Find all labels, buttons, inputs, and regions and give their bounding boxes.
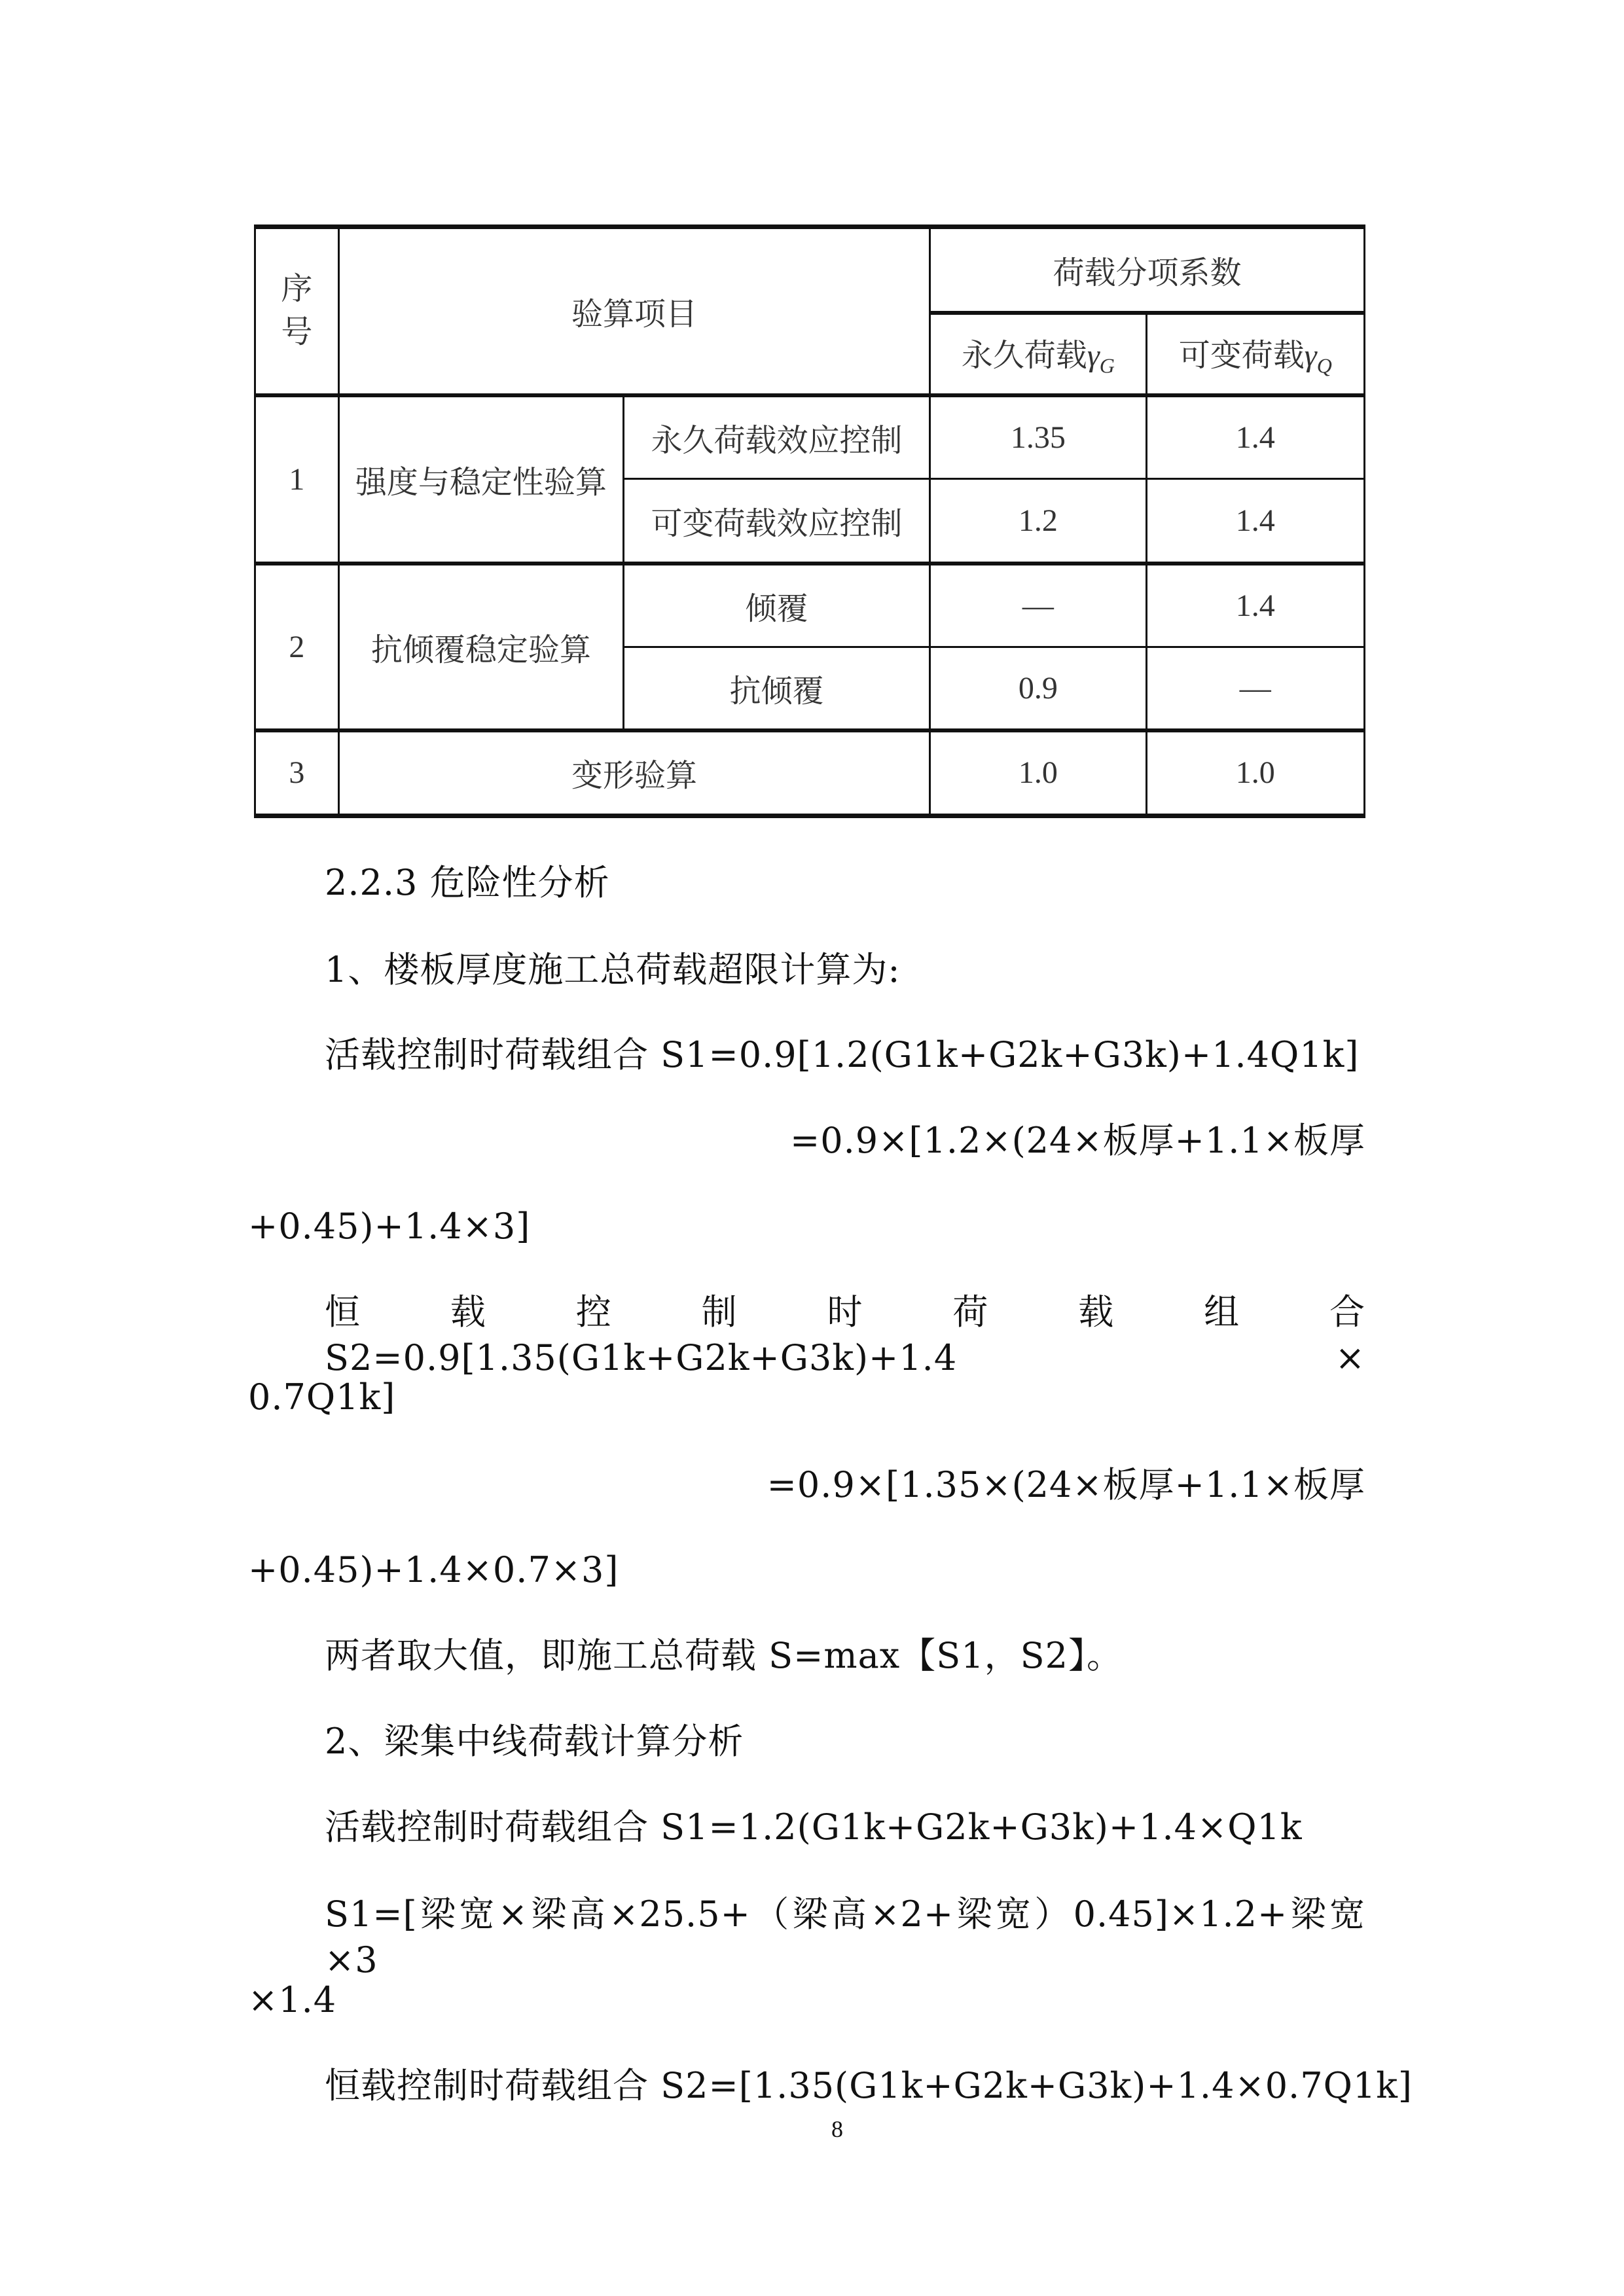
- table-row: [255, 395, 1365, 479]
- cell-q: 1.4: [1146, 564, 1364, 647]
- label: 永久荷载: [961, 338, 1087, 373]
- cell-q: —: [1146, 647, 1364, 730]
- cell-sub: 永久荷载效应控制: [624, 395, 930, 479]
- cell-g: 0.9: [930, 647, 1146, 730]
- formula-line: S1=[梁宽×梁高×25.5+（梁高×2+梁宽）0.45]×1.2+梁宽×3: [325, 1893, 1365, 1981]
- formula-line: 活载控制时荷载组合 S1=1.2(G1k+G2k+G3k)+1.4×Q1k: [325, 1806, 1303, 1848]
- cell-q: 1.0: [1146, 730, 1364, 816]
- table-row: [255, 730, 1365, 816]
- cell-g: 1.2: [930, 479, 1146, 564]
- formula-line: =0.9×[1.35×(24×板厚+1.1×板厚: [767, 1464, 1365, 1505]
- formula-line: 恒 载 控 制 时 荷 载 组 合 S2=0.9[1.35(G1k+G2k+G3k)+1.4 ×: [325, 1291, 1365, 1378]
- formula-line: +0.45)+1.4×0.7×3]: [248, 1549, 619, 1590]
- cell-q: 1.4: [1146, 479, 1364, 564]
- paragraph-line: 两者取大值，即施工总荷载 S=max【S1，S2】。: [325, 1635, 1123, 1676]
- cell-seq: 3: [255, 730, 339, 816]
- cell-seq: 1: [255, 395, 339, 564]
- sub: G: [1099, 353, 1115, 378]
- cell-item: 变形验算: [338, 730, 929, 816]
- paragraph-line: 1、楼板厚度施工总荷载超限计算为:: [325, 949, 901, 990]
- cell-q: 1.4: [1146, 395, 1364, 479]
- section-heading: 2.2.3 危险性分析: [325, 862, 610, 903]
- formula-line: 0.7Q1k]: [248, 1376, 396, 1418]
- sub: Q: [1316, 353, 1332, 378]
- formula-line: =0.9×[1.2×(24×板厚+1.1×板厚: [790, 1120, 1365, 1161]
- header-permanent: [930, 313, 1146, 395]
- header-item: 验算项目: [338, 227, 929, 395]
- cell-sub: 可变荷载效应控制: [624, 479, 930, 564]
- cell-item: 强度与稳定性验算: [338, 395, 623, 564]
- formula-line: ×1.4: [248, 1979, 337, 2020]
- header-seq: 序 号: [255, 227, 339, 395]
- paragraph-line: 2、梁集中线荷载计算分析: [325, 1721, 744, 1762]
- cell-seq: 2: [255, 564, 339, 730]
- cell-g: 1.35: [930, 395, 1146, 479]
- formula-line: 恒载控制时荷载组合 S2=[1.35(G1k+G2k+G3k)+1.4×0.7Q1k]: [325, 2065, 1413, 2106]
- formula-line: 活载控制时荷载组合 S1=0.9[1.2(G1k+G2k+G3k)+1.4Q1k]: [325, 1034, 1360, 1075]
- cell-sub: 抗倾覆: [624, 647, 930, 730]
- cell-item: 抗倾覆稳定验算: [338, 564, 623, 730]
- load-factor-table: [254, 224, 1365, 818]
- cell-g: 1.0: [930, 730, 1146, 816]
- page-number: 8: [831, 2116, 843, 2142]
- gamma: γ: [1304, 338, 1317, 373]
- formula-line: +0.45)+1.4×3]: [248, 1206, 531, 1247]
- cell-sub: 倾覆: [624, 564, 930, 647]
- table-row: [255, 564, 1365, 647]
- cell-g: —: [930, 564, 1146, 647]
- header-variable: [1146, 313, 1364, 395]
- header-factor: 荷载分项系数: [930, 227, 1365, 313]
- label: 可变荷载: [1178, 338, 1305, 373]
- gamma: γ: [1087, 338, 1100, 373]
